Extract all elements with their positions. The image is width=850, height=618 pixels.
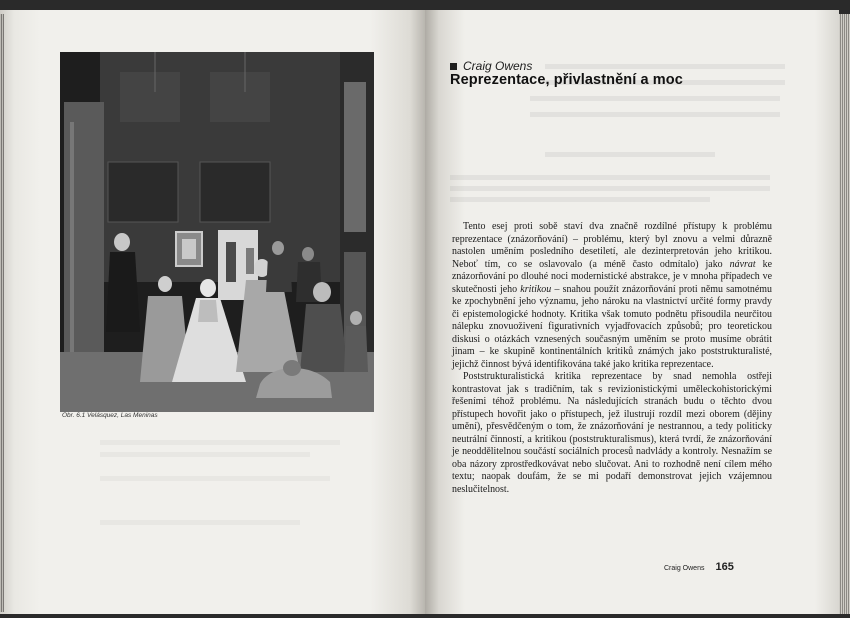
essay-title: Reprezentace, přivlastnění a moc — [450, 72, 683, 88]
bleed-through-line — [450, 175, 770, 180]
bleed-through-line — [100, 520, 300, 525]
running-footer — [664, 561, 734, 573]
paragraph-1: Tento esej proti sobě staví dva značně rozdílné přístupy k problému reprezentace (znázorňování) – problému, který byl znovu a velmi důrazně nastolen uměním posledního desetiletí, ale dezinterpretován jeho kritikou. Neboť tím, co se oslavovalo (a méně často odmítalo) jako návrat ke znázorňování po dlouhé noci modernistické abstrakce, je v mnoha případech ve skutečnosti jeho kritikou – snahou použít znázorňování proti němu samotnému ke zpochybnění jeho významu, jeho nároku na vlastnictví určité formy pravdy či epistemologické hodnoty. Kritika však tomuto podnětu přisoudila neurčitou nálepku znovuoživení figurativních vyjadřovacích způsobů; pro teoretickou diskusi o otázkách vznesených současným uměním se proto musíme obrátit jinam – ke skupině kontinentálních kritiků známých jako poststrukturalisté, jejichž činnost bývá identifikována také jako kritika reprezentace. — [452, 221, 772, 370]
footer-author: Craig Owens — [664, 565, 705, 572]
author-name: Craig Owens — [463, 59, 533, 73]
square-bullet-icon — [450, 63, 457, 70]
bleed-through-line — [100, 452, 310, 457]
bleed-through-line — [530, 112, 780, 117]
figure-caption: Obr. 6.1 Velásquez, Las Meninas — [62, 412, 158, 419]
essay-author — [450, 59, 532, 73]
left-page-edge — [0, 14, 4, 612]
essay-body — [452, 221, 772, 496]
paragraph-2: Poststrukturalistická kritika reprezentace by snad nemohla ostřeji kontrastovat jak s tradičním, tak s revizionistickými uměleckohistorickými řešeními téhož problému. Na následujících stranách budu o těchto dvou přístupech hovořit jako o přístupech, jež ilustrují rozdíl mezi oborem (dějiny umění), přesvědčeným o tom, že znázorňování je nestrannou, a tedy politicky neutrální činností, a kritikou (poststrukturalismus), která tvrdí, že znázorňování je neoddělitelnou součástí sociálních procesů nadvlády a kontroly. Nesnažím se oba názory zprostředkovávat nebo slučovat. Ani to rozhodně není cílem mého textu; naopak doufám, že se mi podaří demonstrovat jejich vzájemnou neslučitelnost. — [452, 371, 772, 495]
bleed-through-line — [450, 186, 770, 191]
right-page-edge — [839, 14, 850, 614]
bleed-through-line — [100, 476, 330, 481]
bleed-through-line — [450, 197, 710, 202]
bleed-through-line — [100, 440, 340, 445]
bleed-through-line — [545, 152, 715, 157]
bleed-through-line — [545, 64, 785, 69]
las-meninas-painting — [60, 52, 374, 412]
bleed-through-line — [530, 96, 780, 101]
page-number: 165 — [715, 561, 734, 573]
